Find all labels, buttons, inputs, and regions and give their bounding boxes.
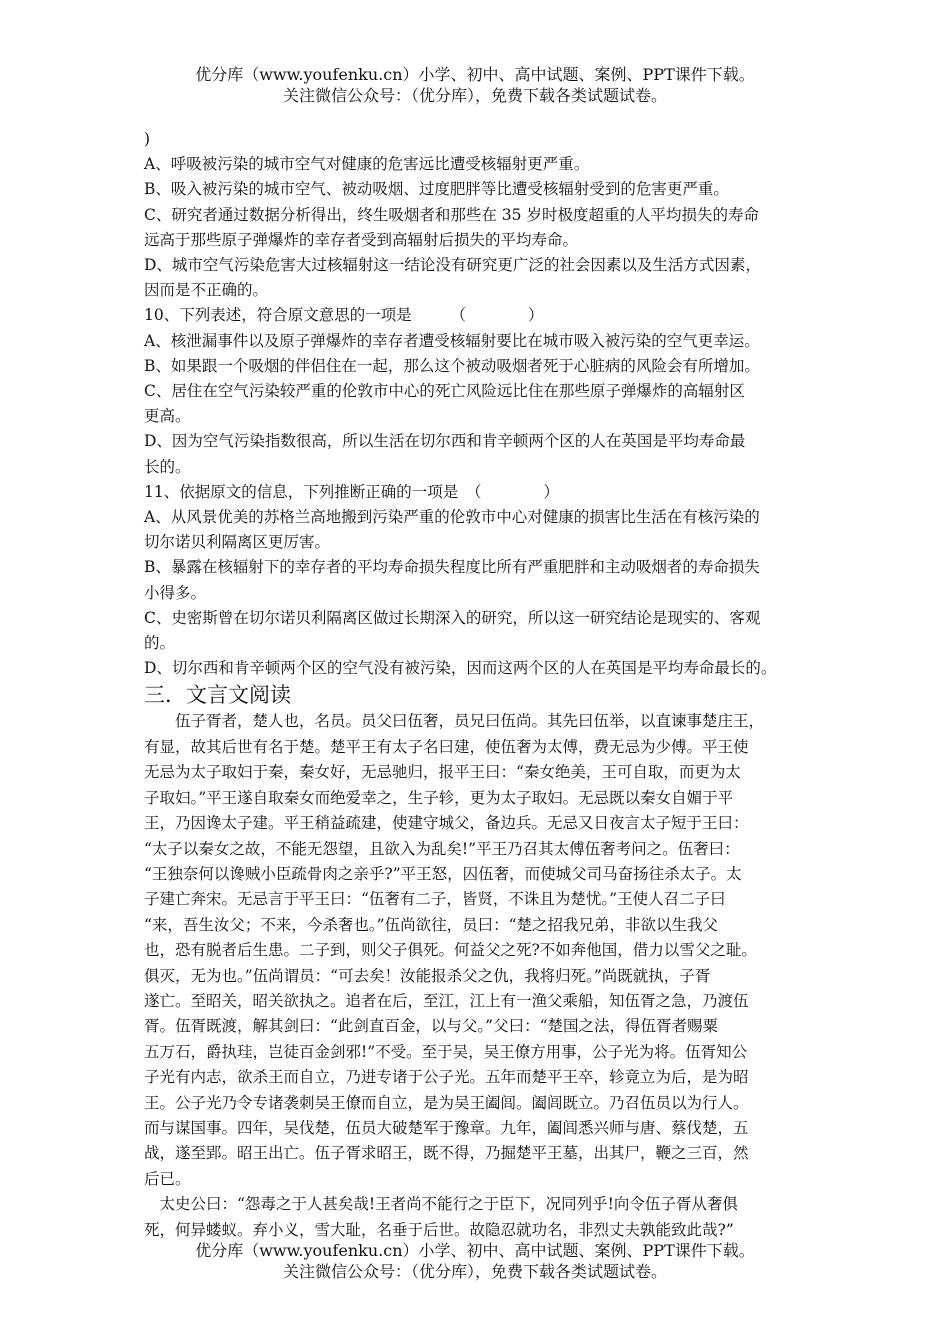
question-11-option-b: B、暴露在核辐射下的幸存者的平均寿命损失程度比所有严重肥胖和主动吸烟者的寿命损失 <box>144 558 760 577</box>
question-11-option-c-cont: 的。 <box>144 634 176 653</box>
classical-passage <box>144 709 814 1243</box>
question-10-stem: 10、下列表述，符合原文意思的一项是 （ ） <box>144 306 544 325</box>
question-10-option-d: D、因为空气污染指数很高，所以生活在切尔西和肯辛顿两个区的人在英国是平均寿命最 <box>144 432 746 451</box>
question-9-tail: ) <box>144 130 151 148</box>
passage-line: 王，乃因谗太子建。平王稍益疏建，使建守城父，备边兵。无忌又日夜言太子短于王曰： <box>144 814 749 833</box>
passage-line: 遂亡。至昭关，昭关欲执之。追者在后，至江，江上有一渔父乘船，知伍胥之急，乃渡伍 <box>144 991 749 1010</box>
page-header <box>0 64 950 106</box>
passage-line: 而与谋国事。四年，吴伐楚，伍员大破楚军于豫章。九年，阖闾悉兴师与唐、蔡伐楚，五 <box>144 1118 749 1137</box>
question-11-option-a: A、从风景优美的苏格兰高地搬到污染严重的伦敦市中心对健康的损害比生活在有核污染的 <box>144 508 760 527</box>
footer-line-2: 关注微信公众号：（优分库），免费下载各类试题试卷。 <box>282 1262 667 1281</box>
passage-line: “太子以秦女之故，不能无怨望，且欲入为乱矣!”平王乃召其太傅伍奢考问之。伍奢曰： <box>144 839 740 858</box>
passage-line: 也，恐有脱者后生患。二子到，则父子俱死。何益父之死?不如奔他国，借力以雪父之耻。 <box>144 941 757 960</box>
passage-line: 战，遂至郢。昭王出亡。伍子胥求昭王，既不得，乃掘楚平王墓，出其尸，鞭之三百，然 <box>144 1144 749 1163</box>
passage-line: 五万石，爵执珪，岂徒百金剑邪!”不受。至于吴，吴王僚方用事，公子光为将。伍胥知公 <box>144 1042 748 1061</box>
question-11-option-a-cont: 切尔诺贝利隔离区更厉害。 <box>144 533 331 552</box>
passage-line: 子取妇。”平王遂自取秦女而绝爱幸之，生子轸，更为太子取妇。无忌既以秦女自媚于平 <box>144 788 734 807</box>
footer-line-1: 优分库（www.youfenku.cn）小学、初中、高中试题、案例、PPT课件下载。 <box>195 1241 755 1260</box>
passage-line: 俱灭，无为也。”伍尚谓员：“可去矣！汝能报杀父之仇，我将归死。”尚既就执，子胥 <box>144 966 711 985</box>
question-11-option-d: D、切尔西和肯辛顿两个区的空气没有被污染，因而这两个区的人在英国是平均寿命最长的。 <box>144 659 777 678</box>
passage-line: 子建亡奔宋。无忌言于平王曰：“伍奢有二子，皆贤，不诛且为楚忧。”王使人召二子曰 <box>144 890 726 909</box>
page-footer <box>0 1240 950 1282</box>
question-9-option-c: C、研究者通过数据分析得出，终生吸烟者和那些在 35 岁时极度超重的人平均损失的寿命 <box>144 205 759 224</box>
question-10-option-c-cont: 更高。 <box>144 407 191 426</box>
question-9-option-b: B、吸入被污染的城市空气、被动吸烟、过度肥胖等比遭受核辐射受到的危害更严重。 <box>144 180 729 199</box>
passage-line: 无忌为太子取妇于秦，秦女好，无忌驰归，报平王曰：“秦女绝美，王可自取，而更为太 <box>144 763 741 782</box>
question-10-option-a: A、核泄漏事件以及原子弹爆炸的幸存者遭受核辐射要比在城市吸入被污染的空气更幸运。 <box>144 331 760 350</box>
passage-line: 有显，故其后世有名于楚。楚平王有太子名曰建，使伍奢为太傅，费无忌为少傅。平王使 <box>144 737 749 756</box>
section-3-title: 三．文言文阅读 <box>144 683 291 708</box>
question-9-option-d-cont: 因而是不正确的。 <box>144 281 269 300</box>
passage-line: “王独奈何以谗贼小臣疏骨肉之亲乎?”平王怒，囚伍奢，而使城父司马奋扬往杀太子。太 <box>144 864 742 883</box>
question-9-option-c-cont: 远高于那些原子弹爆炸的幸存者受到高辐射后损失的平均寿命。 <box>144 230 579 249</box>
question-11-stem: 11、依据原文的信息，下列推断正确的一项是 （ ） <box>144 482 559 501</box>
passage-line: 伍子胥者，楚人也，名员。员父曰伍奢，员兄曰伍尚。其先曰伍举，以直谏事楚庄王， <box>144 712 765 731</box>
passage-line: 死，何异蝼蚁。弃小义，雪大耻，名垂于后世。故隐忍就功名，非烈丈夫孰能致此哉?” <box>144 1220 734 1239</box>
question-10-option-c: C、居住在空气污染较严重的伦敦市中心的死亡风险远比住在那些原子弹爆炸的高辐射区 <box>144 382 745 401</box>
question-10-option-b: B、如果跟一个吸烟的伴侣住在一起，那么这个被动吸烟者死于心脏病的风险会有所增加。 <box>144 356 760 375</box>
passage-line: 后已。 <box>144 1169 191 1188</box>
passage-line: 子光有内志，欲杀王而自立，乃进专诸于公子光。五年而楚平王卒，轸竟立为后，是为昭 <box>144 1068 749 1087</box>
question-10-option-d-cont: 长的。 <box>144 457 191 476</box>
document-body <box>144 127 814 1243</box>
question-9-option-a: A、呼吸被污染的城市空气对健康的危害远比遭受核辐射更严重。 <box>144 155 590 174</box>
header-line-2: 关注微信公众号：（优分库），免费下载各类试题试卷。 <box>282 86 667 105</box>
passage-line: “来，吾生汝父；不来，今杀奢也。”伍尚欲往，员曰：“楚之招我兄弟，非欲以生我父 <box>144 915 719 934</box>
passage-line: 太史公曰：“怨毒之于人甚矣哉!王者尚不能行之于臣下，况同列乎!向令伍子胥从奢俱 <box>144 1195 738 1214</box>
header-line-1: 优分库（www.youfenku.cn）小学、初中、高中试题、案例、PPT课件下载。 <box>195 65 755 84</box>
question-9-option-d: D、城市空气污染危害大过核辐射这一结论没有研究更广泛的社会因素以及生活方式因素， <box>144 256 761 275</box>
question-11-option-b-cont: 小得多。 <box>144 583 207 602</box>
question-11-option-c: C、史密斯曾在切尔诺贝利隔离区做过长期深入的研究，所以这一研究结论是现实的、客观 <box>144 608 761 627</box>
passage-line: 王。公子光乃令专诸袭刺吴王僚而自立，是为吴王阖闾。阖闾既立。乃召伍员以为行人。 <box>144 1093 749 1112</box>
passage-line: 胥。伍胥既渡，解其剑曰：“此剑直百金，以与父。”父曰：“楚国之法，得伍胥者赐粟 <box>144 1017 719 1036</box>
